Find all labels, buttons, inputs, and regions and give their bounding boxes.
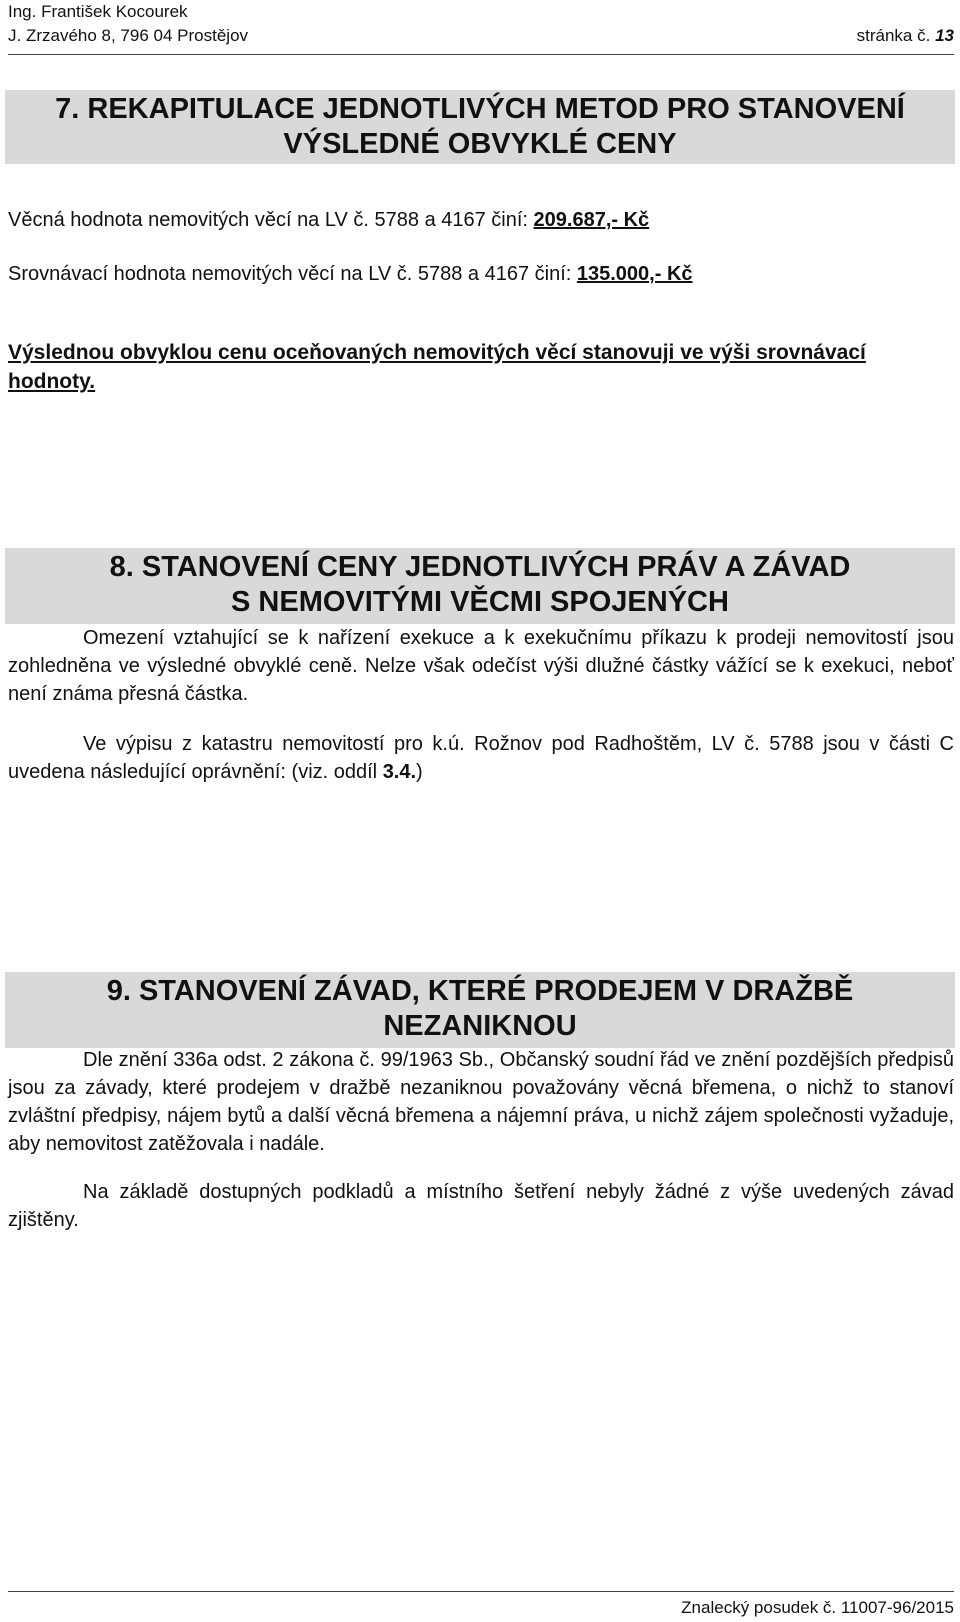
section-8-paragraph-1: Omezení vztahující se k nařízení exekuce a k exekučnímu příkazu k prodeji nemovitostí jsou zohledněna ve výsledné obvyklé ceně. Nelze však odečíst výši dlužné částky vážící se k exekuci, neboť není známa přesná částka. <box>8 627 954 705</box>
section-7-heading-line2: VÝSLEDNÉ OBVYKLÉ CENY <box>283 128 677 160</box>
section-9-heading <box>5 972 955 1048</box>
section-8-heading-line1: 8. STANOVENÍ CENY JEDNOTLIVÝCH PRÁV A ZÁVAD <box>109 551 851 583</box>
section-8-heading-line2: S NEMOVITÝMI VĚCMI SPOJENÝCH <box>231 586 729 618</box>
section-8-paragraph-2-text: Ve výpisu z katastru nemovitostí pro k.ú. Rožnov pod Radhoštěm, LV č. 5788 jsou v části C uvedena následující oprávnění: (viz. oddíl <box>8 733 954 783</box>
header-divider <box>8 54 954 55</box>
page-header <box>8 0 954 48</box>
material-value-text: Věcná hodnota nemovitých věcí na LV č. 5788 a 4167 činí: <box>8 209 534 231</box>
comparative-value-line <box>8 260 954 288</box>
section-9-heading-line1: 9. STANOVENÍ ZÁVAD, KTERÉ PRODEJEM V DRAŽBĚ <box>106 975 854 1007</box>
section-8-paragraph-2 <box>8 730 954 786</box>
section-ref-close: ) <box>416 761 423 783</box>
page-number-label <box>857 24 954 48</box>
page-number: 13 <box>935 26 954 45</box>
final-price-conclusion: Výslednou obvyklou cenu oceňovaných nemovitých věcí stanovuji ve výši srovnávací hodnoty. <box>8 341 866 393</box>
section-7-heading-line1: 7. REKAPITULACE JEDNOTLIVÝCH METOD PRO STANOVENÍ <box>55 93 905 125</box>
material-value-amount: 209.687,- Kč <box>533 209 650 231</box>
section-9-paragraph-1: Dle znění 336a odst. 2 zákona č. 99/1963 Sb., Občanský soudní řád ve znění pozdějších předpisů jsou za závady, které prodejem v dražbě nezaniknou považovány věcná břemena, o nichž to stanoví zvláštní předpisy, nájem bytů a další věcná břemena a nájemní práva, u nichž zájem společnosti vyžaduje, aby nemovitost zatěžovala i nadále. <box>8 1049 954 1155</box>
section-ref: 3.4. <box>382 761 417 783</box>
page-footer: Znalecký posudek č. 11007-96/2015 <box>681 1598 954 1617</box>
author-name: Ing. František Kocourek <box>8 2 188 21</box>
section-9-paragraph-2: Na základě dostupných podkladů a místního šetření nebyly žádné z výše uvedených závad zjištěny. <box>8 1181 954 1231</box>
comparative-value-text: Srovnávací hodnota nemovitých věcí na LV č. 5788 a 4167 činí: <box>8 263 577 285</box>
page-prefix: stránka č. <box>856 26 931 45</box>
author-address: J. Zrzavého 8, 796 04 Prostějov <box>8 26 249 45</box>
footer-divider <box>8 1591 954 1592</box>
comparative-value-amount: 135.000,- Kč <box>576 263 693 285</box>
section-7-heading <box>5 90 955 164</box>
material-value-line <box>8 206 954 234</box>
section-8-heading <box>5 548 955 624</box>
section-9-heading-line2: NEZANIKNOU <box>383 1010 577 1042</box>
